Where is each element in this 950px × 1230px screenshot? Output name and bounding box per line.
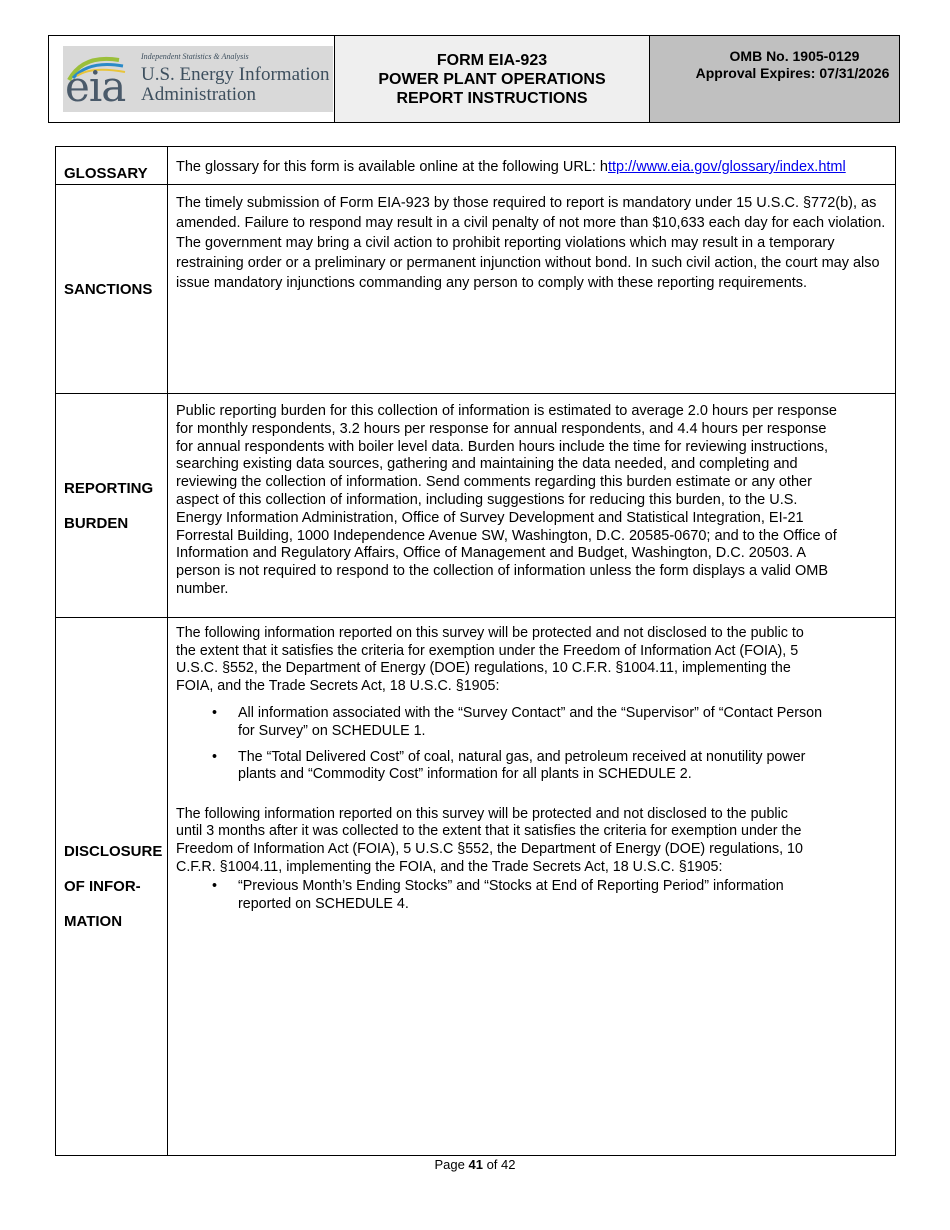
burden-line: searching existing data sources, gathering and maintaining the data needed, and completing and [176, 456, 798, 473]
approval-expiration: Approval Expires: 07/31/2026 [695, 65, 890, 81]
bullet-line: • The “Total Delivered Cost” of coal, natural gas, and petroleum received at nonutility power [238, 748, 806, 765]
disclosure-intro-2 [176, 806, 889, 876]
instructions-table [55, 146, 896, 1156]
eia-logo-letters: eia [65, 62, 126, 111]
disclosure-line: Freedom of Information Act (FOIA), 5 U.S.C §552, the Department of Energy (DOE) regulations, 10 [176, 840, 803, 857]
eia-name-line1: U.S. Energy Information [141, 64, 330, 86]
sanctions-line: The timely submission of Form EIA-923 by those required to report is mandatory under 15 U.S.C. §772(b), as [176, 195, 877, 211]
glossary-row [56, 147, 896, 185]
disclosure-line: FOIA, and the Trade Secrets Act, 18 U.S.C. §1905: [176, 677, 500, 694]
bullet-line: plants and “Commodity Cost” information for all plants in SCHEDULE 2. [238, 766, 692, 783]
burden-line: for monthly respondents, 3.2 hours per response for annual respondents, and 4.4 hours per response [176, 420, 827, 437]
burden-line: Information and Regulatory Affairs, Office of Management and Budget, Washington, D.C. 20503. A [176, 545, 807, 562]
eia-tagline: Independent Statistics & Analysis [141, 51, 249, 61]
glossary-text: The glossary for this form is available online at the following URL: h [176, 159, 608, 175]
bullet-line: • “Previous Month’s Ending Stocks” and “Stocks at End of Reporting Period” information [238, 878, 784, 895]
disclosure-line: C.F.R. §1004.11, implementing the FOIA, and the Trade Secrets Act, 18 U.S.C. §1905: [176, 858, 723, 875]
burden-line: number. [176, 580, 229, 597]
reporting-burden-label [56, 394, 168, 618]
page-suffix: of 42 [482, 1157, 516, 1172]
disclosure-label-line3: MATION [64, 913, 123, 930]
sanctions-body [168, 185, 896, 394]
omb-info [650, 36, 899, 122]
burden-line: Public reporting burden for this collection of information is estimated to average 2.0 hours per response [176, 403, 837, 419]
glossary-body [168, 147, 896, 185]
sanctions-line: amended. Failure to respond may result in a civil penalty of not more than $10,633 each day for each violation. [176, 215, 886, 231]
eia-name-line2: Administration [141, 84, 257, 106]
disclosure-line: U.S.C. §552, the Department of Energy (DOE) regulations, 10 C.F.R. §1004.11, implementing the [176, 660, 791, 677]
bullet-line: for Survey” on SCHEDULE 1. [238, 722, 426, 739]
page-number [0, 1157, 950, 1172]
disclosure-bullets-2 [176, 878, 889, 913]
eia-logo-cell [49, 36, 335, 122]
form-header [48, 35, 900, 123]
burden-line: Forrestal Building, 1000 Independence Avenue SW, Washington, D.C. 20585-0670; and to the Office of [176, 527, 837, 544]
form-title-line1: FORM EIA-923 [436, 51, 548, 69]
disclosure-line: the extent that it satisfies the criteria for exemption under the Freedom of Information Act (FOIA), 5 [176, 642, 799, 659]
burden-line: Energy Information Administration, Office of Survey Development and Statistical Integration, EI-21 [176, 509, 804, 526]
eia-logo-text [141, 53, 330, 105]
reporting-burden-body [168, 394, 896, 618]
burden-line: for annual respondents with boiler level data. Burden hours include the time for reviewing instructions, [176, 438, 829, 455]
list-item [238, 705, 889, 740]
form-title-line3: REPORT INSTRUCTIONS [396, 89, 588, 107]
disclosure-label-line2: OF INFOR- [64, 878, 141, 895]
list-item [238, 878, 889, 913]
page-prefix: Page [434, 1157, 469, 1172]
current-page: 41 [468, 1157, 483, 1172]
form-title [335, 36, 650, 122]
omb-number: OMB No. 1905-0129 [729, 48, 860, 64]
eia-logo [63, 46, 333, 112]
disclosure-label-line1: DISCLOSURE [64, 843, 163, 860]
burden-line: aspect of this collection of information, including suggestions for reducing this burden, to the U.S. [176, 491, 798, 508]
glossary-link[interactable]: ttp://www.eia.gov/glossary/index.html [607, 159, 846, 175]
disclosure-line: The following information reported on this survey will be protected and not disclosed to the public to [176, 625, 804, 641]
sanctions-line: issue mandatory injunctions commanding any person to comply with these reporting requirements. [176, 275, 808, 291]
disclosure-row [56, 618, 896, 1156]
bullet-line: reported on SCHEDULE 4. [238, 895, 409, 912]
disclosure-line: The following information reported on this survey will be protected and not disclosed to the public [176, 805, 788, 822]
disclosure-intro-1 [176, 625, 889, 695]
eia-logo-mark [63, 46, 131, 112]
disclosure-bullets-1 [176, 705, 889, 783]
bullet-line: • All information associated with the “Survey Contact” and the “Supervisor” of “Contact Person [238, 705, 823, 722]
sanctions-line: The government may bring a civil action to prohibit reporting violations which may result in a temporary [176, 235, 835, 251]
sanctions-row [56, 185, 896, 394]
form-title-line2: POWER PLANT OPERATIONS [378, 70, 606, 88]
reporting-burden-row [56, 394, 896, 618]
glossary-label: GLOSSARY [56, 147, 168, 185]
disclosure-label [56, 618, 168, 1156]
disclosure-line: until 3 months after it was collected to the extent that it satisfies the criteria for exemption under the [176, 823, 802, 840]
disclosure-body [168, 618, 896, 1156]
reporting-burden-label-line1: REPORTING [64, 479, 154, 497]
burden-line: reviewing the collection of information. Send comments regarding this burden estimate or any other [176, 474, 812, 491]
sanctions-line: restraining order or a preliminary or permanent injunction without bond. In such civil action, the court may also [176, 255, 880, 271]
spacer [176, 792, 889, 806]
sanctions-label: SANCTIONS [56, 185, 168, 394]
burden-line: person is not required to respond to the collection of information unless the form displays a valid OMB [176, 563, 829, 580]
list-item [238, 749, 889, 784]
reporting-burden-label-line2: BURDEN [64, 514, 129, 532]
